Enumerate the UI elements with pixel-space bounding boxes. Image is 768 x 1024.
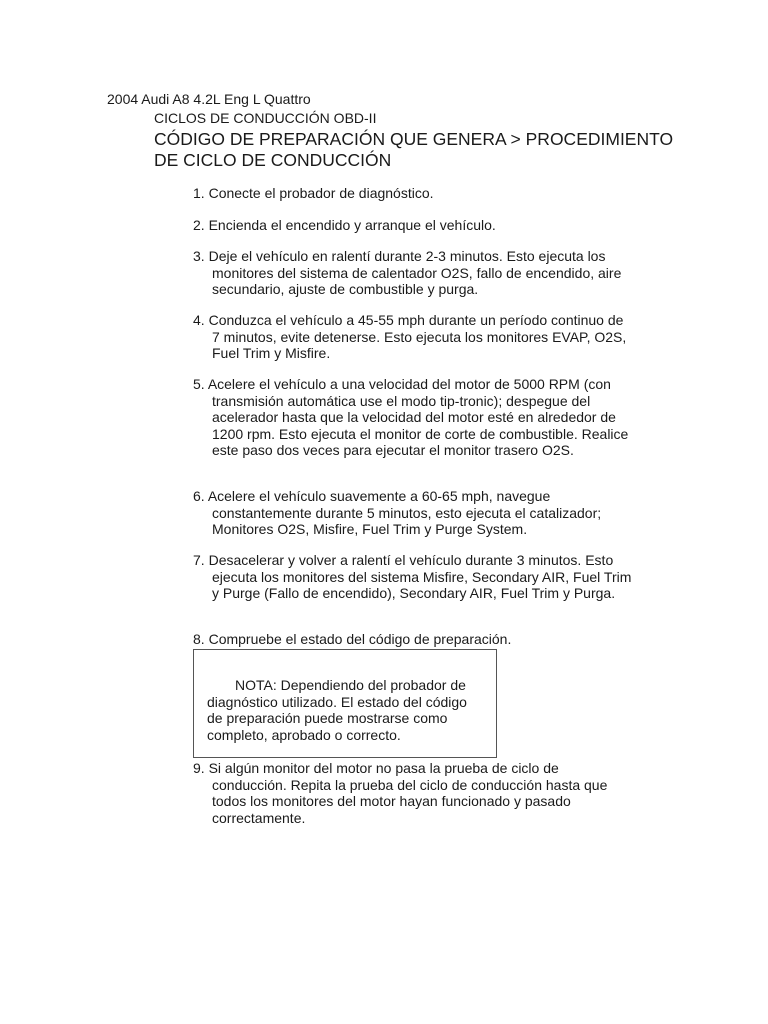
step-number: 5. [193, 376, 205, 392]
step-text: Deje el vehículo en ralentí durante 2-3 minutos. Esto ejecuta los monitores del sistema de calentador O2S, fallo de encendido, aire secundario, ajuste de combustible y purga. [208, 248, 622, 297]
section-subtitle: CICLOS DE CONDUCCIÓN OBD-II [154, 110, 377, 126]
step-3 [193, 248, 632, 298]
vehicle-heading: 2004 Audi A8 4.2L Eng L Quattro [107, 91, 311, 107]
step-number: 4. [193, 312, 205, 328]
step-text: Desacelerar y volver a ralentí el vehículo durante 3 minutos. Esto ejecuta los monitores del sistema Misfire, Secondary AIR, Fuel Trim y Purge (Fallo de encendido), Secondary AIR, Fuel Trim y Purga. [208, 552, 632, 601]
step-number: 2. [193, 217, 205, 233]
step-text: Conecte el probador de diagnóstico. [208, 185, 434, 201]
page-title: CÓDIGO DE PREPARACIÓN QUE GENERA > PROCEDIMIENTO DE CICLO DE CONDUCCIÓN [154, 129, 674, 170]
step-4 [193, 312, 632, 362]
note-text: NOTA: Dependiendo del probador de diagnóstico utilizado. El estado del código de preparación puede mostrarse como completo, aprobado o correcto. [207, 677, 467, 743]
step-5 [193, 376, 642, 459]
step-text: Encienda el encendido y arranque el vehículo. [208, 217, 496, 233]
step-7 [193, 552, 632, 602]
step-text: Compruebe el estado del código de preparación. [208, 631, 512, 647]
step-number: 9. [193, 760, 205, 776]
step-1 [193, 185, 642, 202]
step-8 [193, 631, 642, 648]
step-text: Acelere el vehículo suavemente a 60-65 mph, navegue constantemente durante 5 minutos, esto ejecuta el catalizador; Monitores O2S, Misfire, Fuel Trim y Purge System. [207, 488, 602, 537]
step-2 [193, 217, 642, 234]
note-box [193, 649, 497, 758]
step-text: Acelere el vehículo a una velocidad del motor de 5000 RPM (con transmisión automática use el modo tip-tronic); despegue del acelerador hasta que la velocidad del motor esté en alrededor de 1200 rpm. Esto ejecuta el monitor de corte de combustible. Realice este paso dos veces para ejecutar el monitor trasero O2S. [207, 376, 629, 458]
step-number: 1. [193, 185, 205, 201]
step-9 [193, 760, 627, 826]
step-number: 3. [193, 248, 205, 264]
step-number: 7. [193, 552, 205, 568]
step-number: 8. [193, 631, 205, 647]
step-6 [193, 488, 627, 538]
step-number: 6. [193, 488, 205, 504]
step-text: Conduzca el vehículo a 45-55 mph durante un período continuo de 7 minutos, evite detenerse. Esto ejecuta los monitores EVAP, O2S, Fuel Trim y Misfire. [208, 312, 627, 361]
step-text: Si algún monitor del motor no pasa la prueba de ciclo de conducción. Repita la prueba del ciclo de conducción hasta que todos los monitores del motor hayan funcionado y pasado correctamente. [208, 760, 608, 826]
